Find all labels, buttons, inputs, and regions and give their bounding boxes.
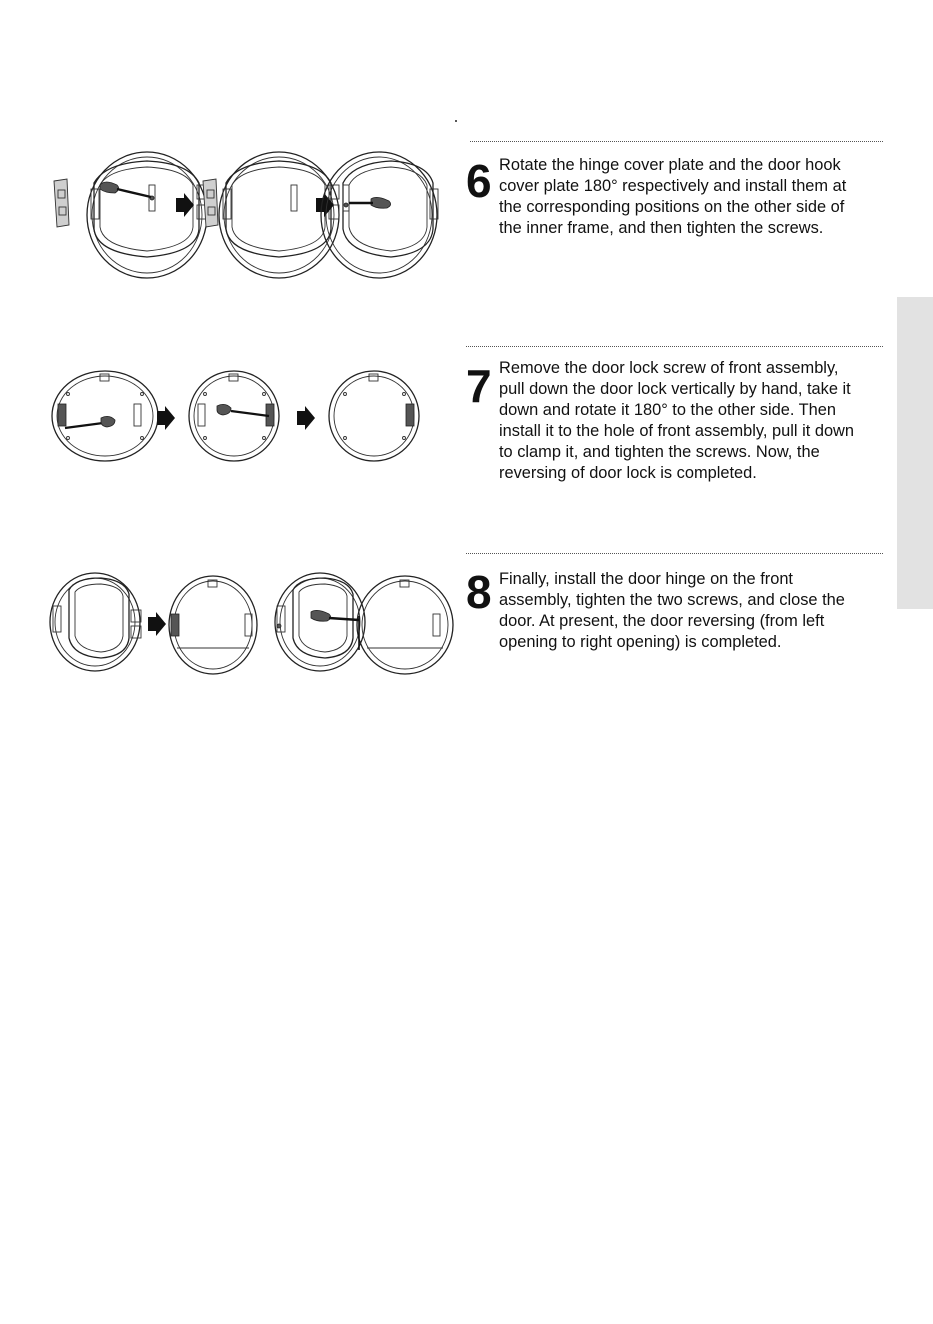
screwdriver-icon [217, 404, 269, 416]
arrow-right-icon [157, 406, 175, 430]
front-assembly-ring-icon [52, 371, 158, 461]
step-6-divider [470, 141, 883, 142]
arrow-right-icon [176, 193, 194, 217]
hinge-cover-plate-icon [203, 179, 218, 227]
step-8-text: Finally, install the door hinge on the front assembly, tighten the two screws, and close the door. At present, the door reversing (from left opening to right opening) is completed. [499, 570, 845, 651]
step-6-illustration [45, 145, 445, 285]
screwdriver-icon [349, 197, 391, 208]
hinge-cover-plate-icon [54, 179, 69, 227]
arrow-right-icon [148, 612, 166, 636]
step-7-text: Remove the door lock screw of front assembly, pull down the door lock vertically by hand, take it down and rotate it 180° to the other side. Then install it to the hole of front assembly, pull it down to clamp it, and tighten the screws. Now, the reversing of door lock is completed. [499, 359, 855, 482]
door-inner-frame-icon [275, 573, 365, 671]
screwdriver-icon [65, 416, 115, 428]
front-assembly-ring-icon [169, 576, 257, 674]
step-7-illustration [45, 366, 445, 466]
front-assembly-ring-icon [357, 576, 453, 674]
step-8-illustration [45, 570, 455, 680]
page-mark [455, 120, 457, 122]
side-tab [897, 297, 933, 609]
step-8-number: 8 [466, 566, 492, 618]
step-8-divider [466, 553, 883, 554]
door-inner-frame-icon [87, 152, 207, 278]
door-inner-frame-icon [50, 573, 141, 671]
step-6-text: Rotate the hinge cover plate and the door hook cover plate 180° respectively and install them at the corresponding positions on the other side of the inner frame, and then tighten the screws. [499, 156, 847, 237]
arrow-right-icon [297, 406, 315, 430]
step-7-number: 7 [466, 360, 492, 412]
screwdriver-icon [100, 182, 151, 197]
step-7-divider [466, 346, 883, 347]
front-assembly-ring-icon [329, 371, 419, 461]
step-6-number: 6 [466, 155, 492, 207]
